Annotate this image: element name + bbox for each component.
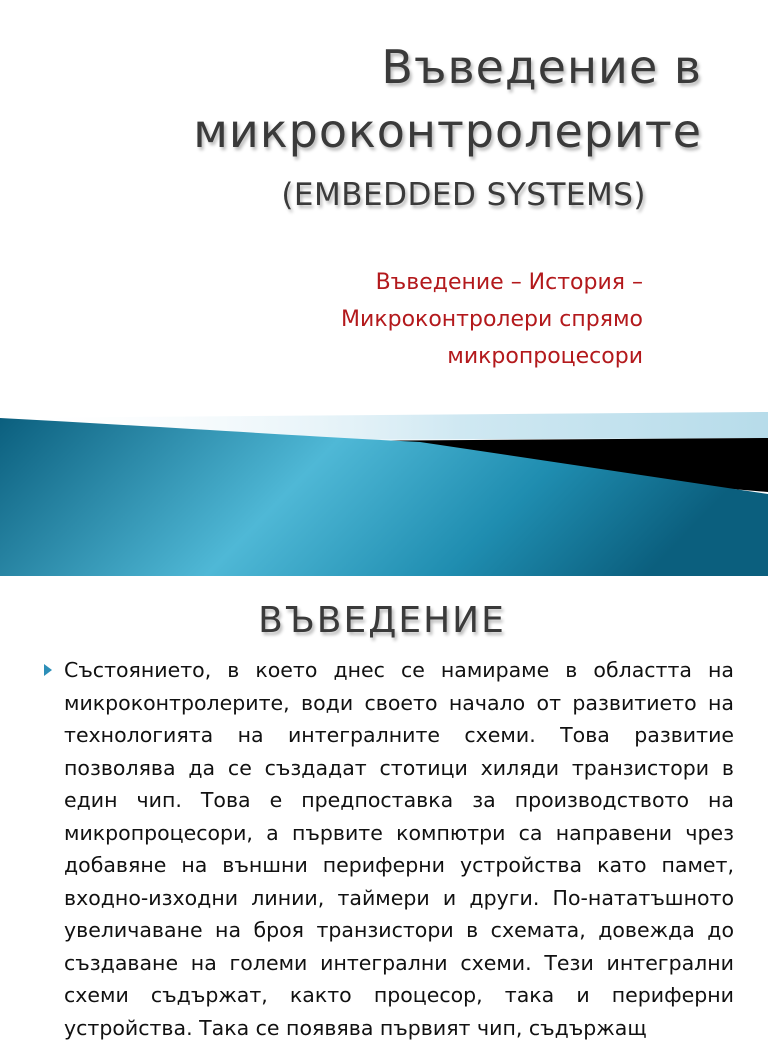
list-item xyxy=(44,654,734,1044)
decorative-wave-band xyxy=(0,400,768,576)
slide-heading: ВЪВЕДЕНИЕ xyxy=(258,600,506,641)
slide-title-line-3: (EMBEDDED SYSTEMS) xyxy=(281,177,646,213)
bullet-list xyxy=(44,654,734,1044)
slide-title-line-2: микроконтролерите xyxy=(193,104,702,158)
triangle-bullet-icon xyxy=(44,664,52,676)
content-slide xyxy=(0,576,768,1040)
subtitle-line-1: Въведение – История – xyxy=(375,270,643,295)
slide-title-line-1: Въведение в xyxy=(381,40,702,94)
bullet-text: Състоянието, в което днес се намираме в областта на микроконтролерите, води своето начало от развитието на технологията на интегралните схеми. Това развитие позволява да се създадат стотици хиляди транзистори в един чип. Това е предпоставка за производството на микропроцесори, а първите компютри са направени чрез добавяне на външни периферни устройства като памет, входно-изходни линии, таймери и други. По-нататъшното увеличаване на броя транзистори в схемата, довежда до създаване на големи интегрални схеми. Тези интегрални схеми съдържат, както процесор, така и периферни устройства. Така се появява първият чип, съдържащ xyxy=(64,658,734,1040)
slide-subtitle xyxy=(223,264,643,375)
subtitle-line-2: Микроконтролери спрямо xyxy=(341,307,643,332)
subtitle-line-3: микропроцесори xyxy=(447,344,643,369)
